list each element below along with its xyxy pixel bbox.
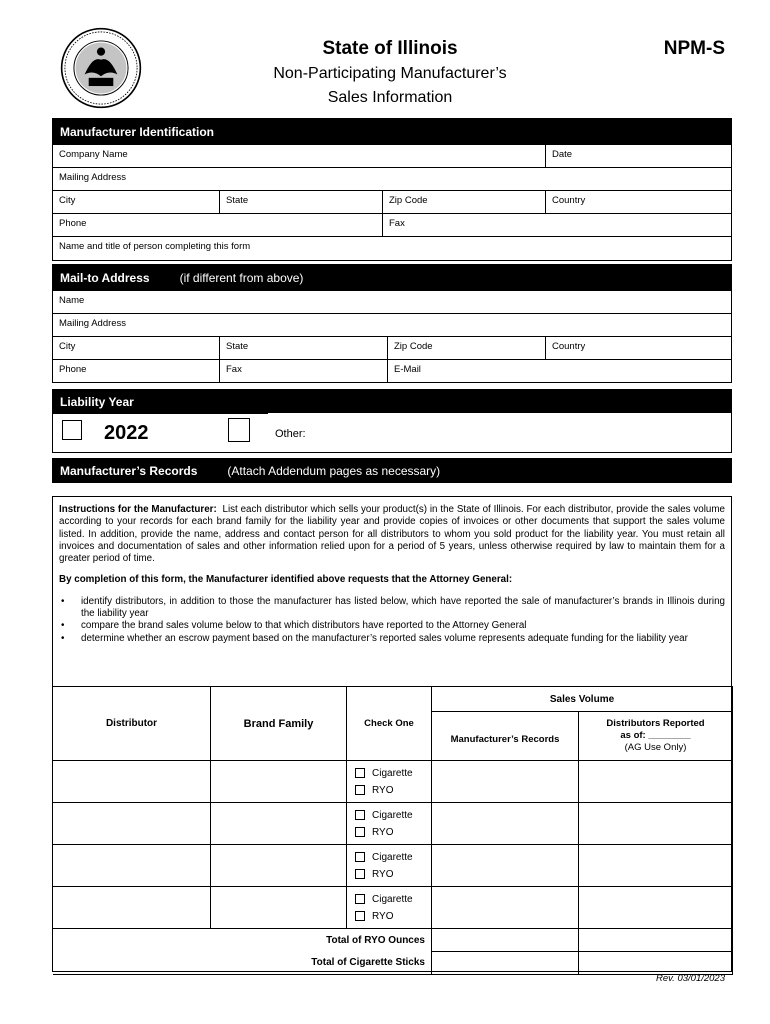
bullet-item: • identify distributors, in addition to those the manufacturer has listed below, which have reported the sale of manufacturer’s brands in Illinois during the liability year	[59, 596, 725, 621]
checkbox-icon[interactable]	[355, 768, 365, 778]
cigarette-option[interactable]	[347, 891, 431, 908]
field-label: Date	[552, 149, 573, 160]
checkbox-icon[interactable]	[355, 894, 365, 904]
form-code: NPM-S	[663, 38, 725, 59]
cigarette-option[interactable]	[347, 807, 431, 824]
ag-use-label: (AG Use Only)	[624, 742, 687, 753]
table-row	[53, 845, 733, 887]
checkbox-icon[interactable]	[355, 810, 365, 820]
city-field[interactable]	[52, 190, 220, 214]
revision-date: Rev. 03/01/2023	[655, 973, 725, 984]
other-year-label: Other:	[275, 428, 306, 440]
subtitle-line-1: Non-Participating Manufacturer’s	[273, 65, 507, 82]
option-label: Cigarette	[372, 809, 413, 821]
check-one-header: Check One	[347, 687, 432, 761]
mail-to-address-header	[52, 264, 732, 290]
field-label: Country	[552, 195, 586, 206]
distributor-cell[interactable]	[53, 761, 211, 803]
mail-to-email-field[interactable]	[387, 359, 732, 383]
section-note: (Attach Addendum pages as necessary)	[227, 464, 441, 478]
ryo-option[interactable]	[347, 908, 431, 925]
liability-year-value: 2022	[104, 422, 149, 444]
mail-to-name-field[interactable]	[52, 290, 732, 314]
field-label: Company Name	[59, 149, 128, 160]
field-label: Phone	[59, 364, 87, 375]
table-row	[53, 803, 733, 845]
option-label: RYO	[372, 868, 394, 880]
total-ryo-manufacturer-cell[interactable]	[432, 929, 579, 952]
field-label: Mailing Address	[59, 318, 127, 329]
sales-table	[52, 686, 733, 975]
total-cigarette-row	[53, 952, 733, 975]
other-year-checkbox[interactable]	[228, 418, 250, 442]
field-label: Name and title of person completing this form	[59, 241, 251, 252]
distributors-reported-cell[interactable]	[579, 887, 733, 929]
ryo-option[interactable]	[347, 824, 431, 841]
field-label: Fax	[226, 364, 242, 375]
option-label: Cigarette	[372, 851, 413, 863]
field-label: Zip Code	[394, 341, 433, 352]
cigarette-option[interactable]	[347, 765, 431, 782]
ryo-option[interactable]	[347, 866, 431, 883]
field-label: Phone	[59, 218, 87, 229]
section-title: Manufacturer’s Records	[60, 464, 198, 478]
cigarette-option[interactable]	[347, 849, 431, 866]
field-label: Fax	[389, 218, 405, 229]
checkbox-icon[interactable]	[355, 869, 365, 879]
page-title: State of Illinois	[322, 38, 458, 59]
country-field[interactable]	[545, 190, 732, 214]
brand-family-cell[interactable]	[211, 803, 347, 845]
checkbox-icon[interactable]	[355, 827, 365, 837]
total-cigarette-distributors-cell[interactable]	[579, 952, 733, 975]
distributors-reported-cell[interactable]	[579, 803, 733, 845]
checkbox-icon[interactable]	[355, 911, 365, 921]
option-label: RYO	[372, 910, 394, 922]
distributor-cell[interactable]	[53, 887, 211, 929]
total-ryo-row	[53, 929, 733, 952]
field-label: E-Mail	[394, 364, 421, 375]
check-one-cell	[347, 761, 432, 803]
check-one-cell	[347, 803, 432, 845]
manufacturer-records-cell[interactable]	[432, 887, 579, 929]
subtitle-line-2: Sales Information	[327, 89, 453, 106]
instructions-lead: Instructions for the Manufacturer:	[59, 504, 217, 515]
option-label: RYO	[372, 826, 394, 838]
distributor-header: Distributor	[53, 687, 211, 761]
mail-to-phone-field[interactable]	[52, 359, 220, 383]
request-bullet-list	[59, 596, 725, 645]
section-title: Manufacturer Identification	[60, 125, 215, 139]
manufacturers-records-header: Manufacturer’s Records	[432, 712, 579, 761]
table-row	[53, 761, 733, 803]
field-label: Name	[59, 295, 85, 306]
option-label: Cigarette	[372, 893, 413, 905]
distributors-reported-cell[interactable]	[579, 761, 733, 803]
checkbox-icon[interactable]	[355, 785, 365, 795]
total-cigarette-label: Total of Cigarette Sticks	[53, 952, 432, 975]
distributors-reported-cell[interactable]	[579, 845, 733, 887]
field-label: State	[226, 195, 249, 206]
phone-field[interactable]	[52, 213, 383, 237]
form-subtitle	[200, 62, 580, 110]
distributors-reported-header	[579, 712, 733, 761]
distributor-cell[interactable]	[53, 803, 211, 845]
illinois-state-seal	[60, 27, 142, 109]
date-field[interactable]	[545, 144, 732, 168]
section-title: Liability Year	[60, 395, 134, 409]
bullet-item: • determine whether an escrow payment based on the manufacturer’s reported sales volume represents adequate funding for the liability year	[59, 633, 725, 645]
manufacturers-records-header	[52, 458, 732, 483]
brand-family-header: Brand Family	[211, 687, 347, 761]
brand-family-cell[interactable]	[211, 845, 347, 887]
distributor-cell[interactable]	[53, 845, 211, 887]
mail-to-country-field[interactable]	[545, 336, 732, 360]
bullet-item: • compare the brand sales volume below to that which distributors have reported to the Attorney General	[59, 620, 725, 632]
check-one-cell	[347, 887, 432, 929]
manufacturer-records-cell[interactable]	[432, 845, 579, 887]
field-label: Zip Code	[389, 195, 428, 206]
company-name-field[interactable]	[52, 144, 546, 168]
brand-family-cell[interactable]	[211, 887, 347, 929]
field-label: State	[226, 341, 249, 352]
liability-year-box	[52, 412, 732, 453]
manufacturer-records-cell[interactable]	[432, 761, 579, 803]
year-2022-checkbox[interactable]	[62, 420, 82, 440]
sales-volume-header: Sales Volume	[432, 687, 733, 712]
distributors-reported-label: Distributors Reported	[606, 718, 705, 729]
liability-year-header	[52, 389, 268, 414]
table-row	[53, 887, 733, 929]
mail-to-fax-field[interactable]	[219, 359, 388, 383]
mail-to-state-field[interactable]	[219, 336, 388, 360]
field-label: Country	[552, 341, 586, 352]
field-label: City	[59, 195, 76, 206]
field-label: Mailing Address	[59, 172, 127, 183]
manufacturer-records-cell[interactable]	[432, 803, 579, 845]
field-label: City	[59, 341, 76, 352]
instructions-text	[59, 504, 725, 655]
section-note: (if different from above)	[179, 271, 304, 285]
option-label: Cigarette	[372, 767, 413, 779]
ryo-option[interactable]	[347, 782, 431, 799]
mail-to-zip-field[interactable]	[387, 336, 546, 360]
zip-code-field[interactable]	[382, 190, 546, 214]
fax-field[interactable]	[382, 213, 732, 237]
name-title-field[interactable]	[52, 236, 732, 261]
check-one-cell	[347, 845, 432, 887]
state-field[interactable]	[219, 190, 383, 214]
as-of-label: as of: ________	[620, 730, 691, 741]
instructions-body: List each distributor which sells your product(s) in the State of Illinois. For each distributor, provide the sales volume according to your records for each brand family for the liability year and provide copies of invoices or other documents that support the sales volume listed. In addition, provide the name, address and contact person for all distributors to whom you sold product for the liability year. You must retain all invoices and documentation of sales and other information relied upon for a period of 5 years, unless otherwise required by law to maintain them for a greater period of time.	[59, 504, 725, 565]
total-cigarette-manufacturer-cell[interactable]	[432, 952, 579, 975]
section-title: Mail-to Address	[60, 271, 150, 285]
mailing-address-field[interactable]	[52, 167, 732, 191]
option-label: RYO	[372, 784, 394, 796]
brand-family-cell[interactable]	[211, 761, 347, 803]
checkbox-icon[interactable]	[355, 852, 365, 862]
mail-to-city-field[interactable]	[52, 336, 220, 360]
total-ryo-distributors-cell[interactable]	[579, 929, 733, 952]
attorney-general-request: By completion of this form, the Manufacturer identified above requests that the Attorney General:	[59, 574, 513, 586]
mail-to-address-field[interactable]	[52, 313, 732, 337]
manufacturer-identification-header	[52, 118, 732, 144]
instructions-paragraph	[59, 504, 725, 565]
liability-year-bar-right	[268, 389, 732, 412]
total-ryo-label: Total of RYO Ounces	[53, 929, 432, 952]
